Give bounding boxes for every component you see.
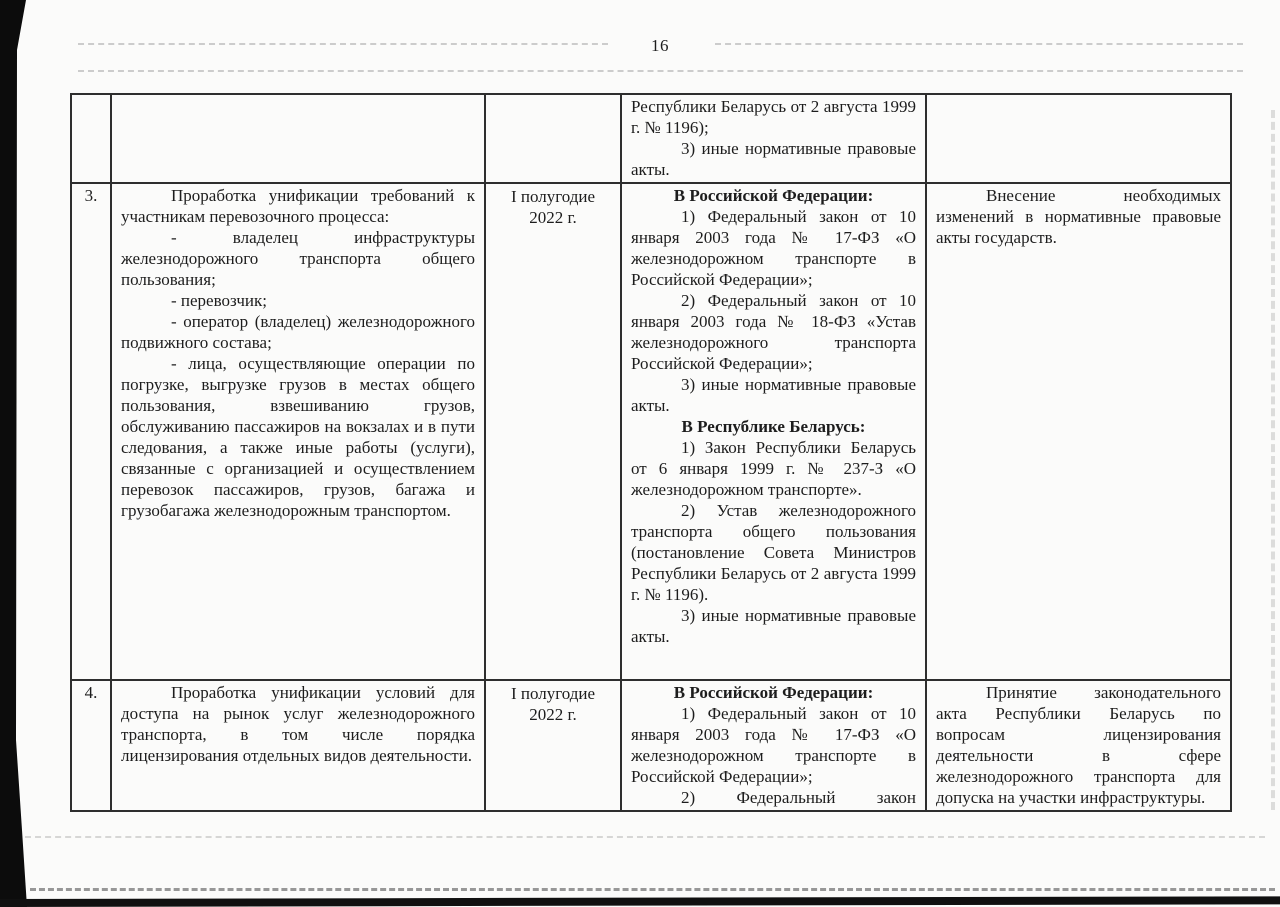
expected-result-cell [926,680,1231,811]
scan-dash-artifact [25,836,1265,838]
row-number: 3. [84,186,98,205]
timing-cell [485,94,621,183]
timing-text: I полугодие [510,187,596,206]
legal-acts-cell [621,183,926,680]
legal-acts-cell [621,680,926,811]
paragraph: Внесение необходимых изменений в нормативные правовые акты государств. [936,186,1221,247]
paragraph: 3) иные нормативные правовые акты. [631,139,916,179]
paragraph: Принятие законодательного акта Республики Беларусь по вопросам лицензирования деятельности в сфере железнодорожного транспорта для допуска на участки инфраструктуры. [936,683,1221,807]
table-row-4 [71,680,1231,811]
paragraph: Проработка унификации условий для доступа на рынок услуг железнодорожного транспорта, в том числе порядка лицензирования отдельных видов деятельности. [121,683,475,765]
row-number: 4. [84,683,98,702]
table-row-3 [71,183,1231,680]
scan-edge-left-artifact [0,0,28,907]
scan-edge-bottom-artifact [0,896,1280,907]
country-heading: В Российской Федерации: [673,683,874,702]
paragraph: - лица, осуществляющие операции по погрузке, выгрузке грузов в местах общего пользования, взвешиванию грузов, обслуживанию пассажиров на вокзалах и в пути следования, а также иные работы (услуги), связанные с организацией и осуществлением перевозок пассажиров, грузов, багажа и грузобагажа железнодорожным транспортом. [121,354,475,520]
paragraph: 1) Федеральный закон от 10 января 2003 года № 17-ФЗ «О железнодорожном транспорте в Российской Федерации»; [631,704,916,786]
row-number-cell [71,680,111,811]
paragraph: 1) Федеральный закон от 10 января 2003 года № 17-ФЗ «О железнодорожном транспорте в Российской Федерации»; [631,207,916,289]
paragraph: 2) Федеральный закон от 10 января 2003 года № 18-ФЗ «Устав железнодорожного транспорта Российской Федерации»; [631,291,916,373]
scan-dash-artifact [715,43,1243,45]
paragraph: Республики Беларусь от 2 августа 1999 г. № 1196); [631,97,916,137]
timing-text: 2022 г. [529,208,577,227]
paragraph: 1) Закон Республики Беларусь от 6 января 1999 г. № 237-З «О железнодорожном транспорте». [631,438,916,499]
document-table [70,93,1232,812]
task-cell [111,680,485,811]
row-number-cell [71,183,111,680]
paragraph: - перевозчик; [171,291,268,310]
page-number: 16 [651,36,669,55]
timing-text: 2022 г. [529,705,577,724]
timing-cell [485,183,621,680]
country-heading: В Республике Беларусь: [681,417,866,436]
paragraph: 3) иные нормативные правовые акты. [631,375,916,415]
expected-result-cell [926,183,1231,680]
paragraph: - оператор (владелец) железнодорожного подвижного состава; [121,312,475,352]
paragraph: 3) иные нормативные правовые акты. [631,606,916,646]
task-cell [111,94,485,183]
paragraph: Проработка унификации требований к участникам перевозочного процесса: [121,186,475,226]
scan-dash-artifact [78,70,1243,72]
paragraph: 2) Федеральный закон [681,788,916,807]
paragraph: - владелец инфраструктуры железнодорожного транспорта общего пользования; [121,228,475,289]
row-number-cell [71,94,111,183]
expected-result-cell [926,94,1231,183]
timing-text: I полугодие [510,684,596,703]
task-cell [111,183,485,680]
table-row-continuation [71,94,1231,183]
scan-dash-artifact [30,888,1275,891]
country-heading: В Российской Федерации: [673,186,874,205]
legal-acts-cell [621,94,926,183]
scan-edge-right-artifact [1271,110,1275,810]
scan-dash-artifact [78,43,608,45]
timing-cell [485,680,621,811]
paragraph: 2) Устав железнодорожного транспорта общего пользования (постановление Совета Министров Республики Беларусь от 2 августа 1999 г. № 1196). [631,501,916,604]
